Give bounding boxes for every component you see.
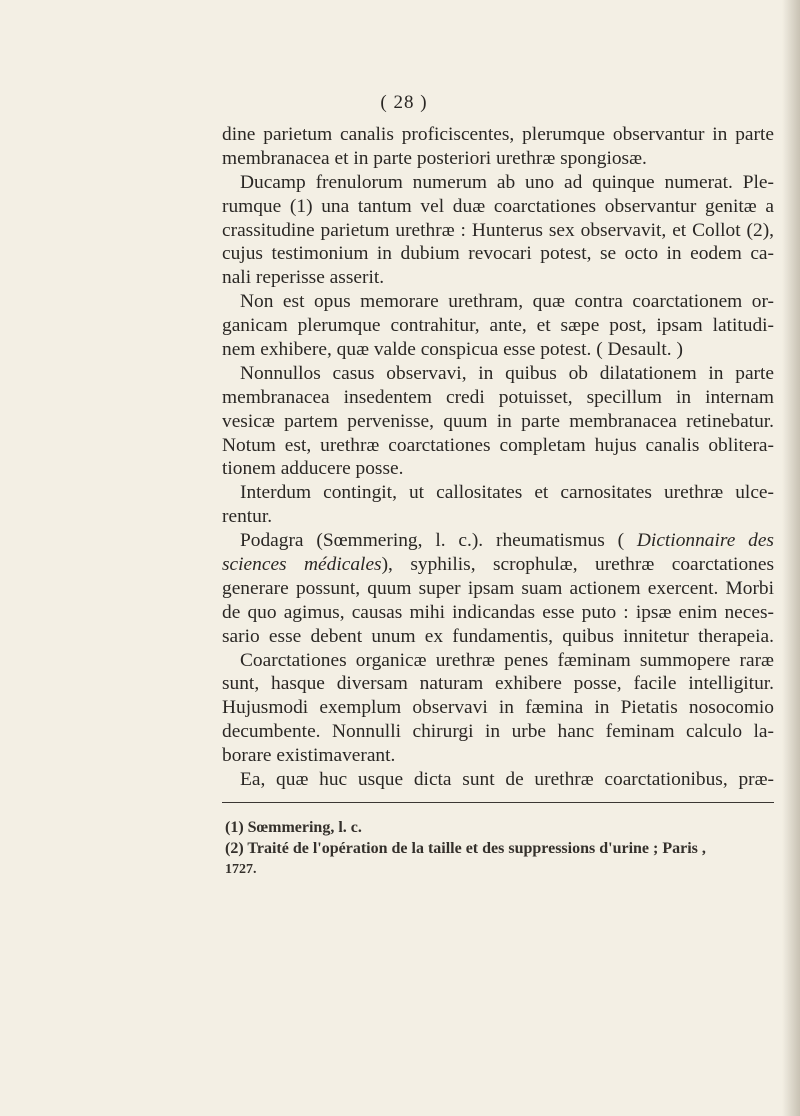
- footnote-2: (2) Traité de l'opération de la taille et des suppressions d'urine ; Paris ,: [225, 840, 706, 857]
- text-line: generare possunt, quum super ipsam suam actionem exercent. Morbi: [222, 577, 774, 599]
- text-line: nali reperisse asserit.: [222, 267, 385, 289]
- text-line: rumque (1) una tantum vel duæ coarctationes observantur genitæ a: [222, 195, 774, 217]
- text-line: [222, 529, 774, 553]
- text-line: decumbente. Nonnulli chirurgi in urbe hanc feminam calculo la-: [222, 721, 774, 743]
- body-text: [222, 123, 774, 792]
- italic-title: Dictionnaire des: [636, 530, 774, 552]
- text-line: sario esse debent unum ex fundamentis, quibus innitetur therapeia.: [222, 625, 774, 647]
- text-line: Interdum contingit, ut callositates et carnositates urethræ ulce-: [240, 482, 774, 504]
- text-line: Non est opus memorare urethram, quæ contra coarctationem or-: [240, 291, 774, 313]
- text-line: tionem adducere posse.: [222, 458, 404, 480]
- text-line: ganicam plerumque contrahitur, ante, et sæpe post, ipsam latitudi-: [222, 315, 774, 337]
- text-line: [222, 553, 774, 577]
- text-line: de quo agimus, causas mihi indicandas esse puto : ipsæ enim neces-: [222, 601, 774, 623]
- text-segment: ), syphilis, scrophulæ, urethræ coarctationes: [381, 554, 774, 576]
- text-line: rentur.: [222, 506, 273, 528]
- text-line: cujus testimonium in dubium revocari potest, se octo in eodem ca-: [222, 243, 774, 265]
- page-edge-shadow: [782, 0, 800, 1116]
- text-line: sunt, hasque diversam naturam exhibere posse, facile intelligitur.: [222, 673, 774, 695]
- text-line: nem exhibere, quæ valde conspicua esse potest. ( Desault. ): [222, 339, 683, 361]
- footnote-1: (1) Sœmmering, l. c.: [225, 819, 362, 836]
- text-line: membranacea insedentem credi potuisset, specillum in internam: [222, 386, 774, 408]
- footnotes: [225, 817, 777, 880]
- text-segment: Podagra (Sœmmering, l. c.). rheumatismus (: [240, 530, 625, 552]
- footnote-divider: [222, 802, 774, 803]
- italic-title: sciences médicales: [222, 554, 382, 576]
- text-line: Hujusmodi exemplum observavi in fæmina in Pietatis nosocomio: [222, 697, 774, 719]
- footnote-2-continuation: 1727.: [225, 862, 257, 877]
- text-line: Ea, quæ huc usque dicta sunt de urethræ coarctationibus, præ-: [240, 769, 774, 791]
- text-line: crassitudine parietum urethræ : Hunterus sex observavit, et Collot (2),: [222, 219, 774, 241]
- text-line: membranacea et in parte posteriori urethræ spongiosæ.: [222, 147, 647, 169]
- text-line: borare existimaverant.: [222, 745, 396, 767]
- page-number: ( 28 ): [380, 92, 428, 113]
- text-line: Coarctationes organicæ urethræ penes fæminam summopere raræ: [240, 649, 774, 671]
- text-line: Nonnullos casus observavi, in quibus ob dilatationem in parte: [240, 362, 774, 384]
- text-line: Notum est, urethræ coarctationes completam hujus canalis oblitera-: [222, 434, 774, 456]
- text-line: Ducamp frenulorum numerum ab uno ad quinque numerat. Ple-: [240, 171, 774, 193]
- text-line: dine parietum canalis proficiscentes, plerumque observantur in parte: [222, 124, 774, 145]
- text-line: vesicæ partem pervenisse, quum in parte membranacea retinebatur.: [222, 410, 774, 432]
